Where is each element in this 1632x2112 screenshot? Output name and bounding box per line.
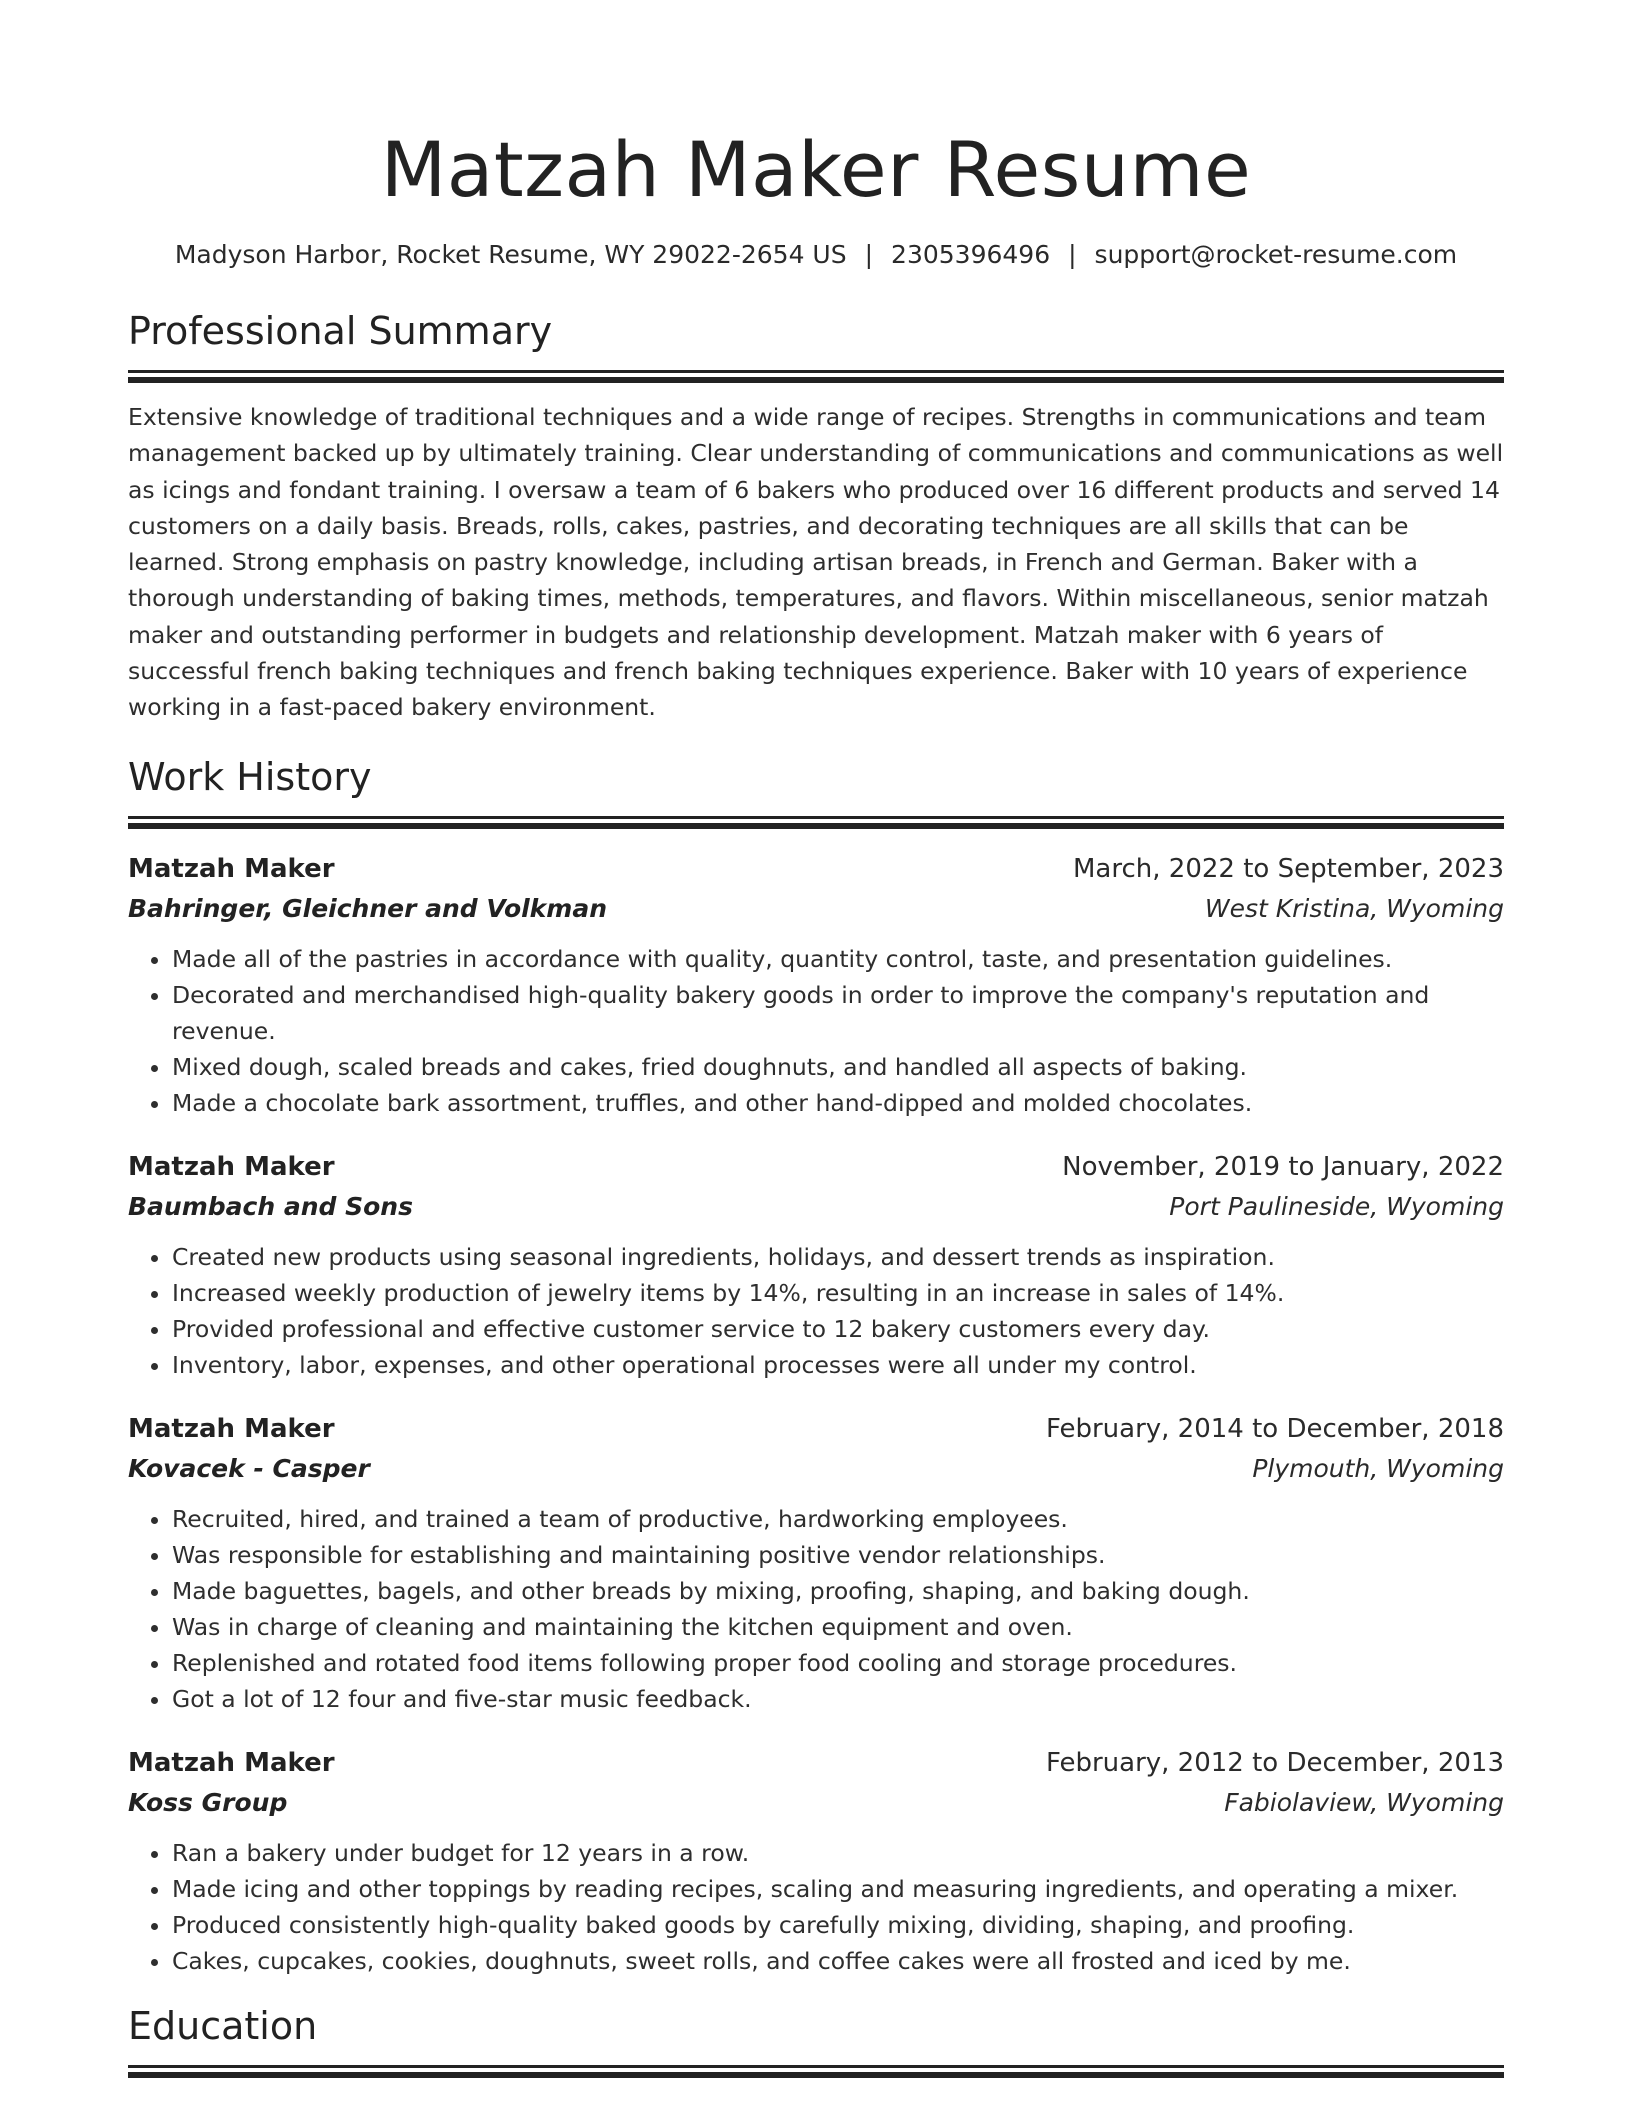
job-dates: February, 2014 to December, 2018 [1045,1413,1504,1444]
section-divider [128,823,1504,829]
job-employer: Bahringer, Gleichner and Volkman [128,893,608,923]
job-employer: Koss Group [128,1787,288,1817]
job-bullets [128,1501,1504,1717]
job-entry [128,849,1504,1121]
contact-separator: | [864,240,874,269]
section-divider [128,2072,1504,2078]
section-divider [128,370,1504,373]
section-divider [128,377,1504,383]
job-location: West Kristina, Wyoming [1204,893,1504,923]
contact-phone: 2305396496 [891,240,1051,269]
contact-address: Madyson Harbor, Rocket Resume, WY 29022-2654 US [174,240,847,269]
job-bullet: • Created new products using seasonal ingredients, holidays, and dessert trends as inspiration. [172,1239,1504,1275]
job-bullet: • Made a chocolate bark assortment, truffles, and other hand-dipped and molded chocolates. [172,1085,1504,1121]
job-location: Plymouth, Wyoming [1252,1453,1504,1483]
section-divider [128,816,1504,819]
contact-email: support@rocket-resume.com [1094,240,1458,269]
contact-separator: | [1068,240,1077,269]
job-bullet: • Made all of the pastries in accordance with quality, quantity control, taste, and presentation guidelines. [172,941,1504,977]
job-entry [128,1147,1504,1383]
job-title: Matzah Maker [128,1413,335,1444]
resume-title: Matzah Maker Resume [380,125,1252,214]
job-title: Matzah Maker [128,853,335,884]
section-title-summary: Professional Summary [128,309,553,353]
job-dates: November, 2019 to January, 2022 [1062,1151,1504,1182]
job-bullet: • Increased weekly production of jewelry items by 14%, resulting in an increase in sales of 14%. [172,1275,1504,1311]
job-title: Matzah Maker [128,1151,335,1182]
job-employer: Kovacek - Casper [128,1453,370,1483]
job-bullet: • Produced consistently high-quality baked goods by carefully mixing, dividing, shaping, and proofing. [172,1907,1504,1943]
job-bullet: • Inventory, labor, expenses, and other operational processes were all under my control. [172,1347,1504,1383]
job-bullet: • Was responsible for establishing and maintaining positive vendor relationships. [172,1537,1504,1573]
job-bullet: • Made icing and other toppings by reading recipes, scaling and measuring ingredients, and operating a mixer. [172,1871,1504,1907]
job-dates: February, 2012 to December, 2013 [1045,1747,1504,1778]
section-title-education: Education [128,2003,318,2048]
job-bullet: • Got a lot of 12 four and five-star music feedback. [172,1681,1504,1717]
job-bullet: • Was in charge of cleaning and maintaining the kitchen equipment and oven. [172,1609,1504,1645]
job-bullet: • Ran a bakery under budget for 12 years in a row. [172,1835,1504,1871]
summary-text: Extensive knowledge of traditional techniques and a wide range of recipes. Strengths in communications and team management backed up by ultimately training. Clear understanding of communications and communications as well as icings and fondant training. I oversaw a team of 6 bakers who produced over 16 different products and served 14 customers on a daily basis. Breads, rolls, cakes, pastries, and decorating techniques are all skills that can be learned. Strong emphasis on pastry knowledge, including artisan breads, in French and German. Baker with a thorough understanding of baking times, methods, temperatures, and flavors. Within miscellaneous, senior matzah maker and outstanding performer in budgets and relationship development. Matzah maker with 6 years of successful french baking techniques and french baking techniques experience. Baker with 10 years of experience working in a fast-paced bakery environment. [128,403,1504,722]
job-employer: Baumbach and Sons [128,1191,413,1221]
job-bullet: • Mixed dough, scaled breads and cakes, fried doughnuts, and handled all aspects of baking. [172,1049,1504,1085]
education-section [128,2001,1504,2078]
job-bullets [128,1239,1504,1383]
job-bullet: • Provided professional and effective customer service to 12 bakery customers every day. [172,1311,1504,1347]
job-title: Matzah Maker [128,1747,335,1778]
job-location: Fabiolaview, Wyoming [1224,1787,1504,1817]
job-location: Port Paulineside, Wyoming [1169,1191,1504,1221]
job-entry [128,1743,1504,1979]
job-bullets [128,1835,1504,1979]
job-bullets [128,941,1504,1121]
contact-line [128,238,1504,272]
section-divider [128,2065,1504,2068]
job-bullet: • Replenished and rotated food items following proper food cooling and storage procedures. [172,1645,1504,1681]
job-entry [128,1409,1504,1717]
job-bullet: • Made baguettes, bagels, and other breads by mixing, proofing, shaping, and baking dough. [172,1573,1504,1609]
section-title-work: Work History [128,754,372,799]
job-bullet: • Decorated and merchandised high-quality bakery goods in order to improve the company's reputation and revenue. [172,977,1504,1049]
professional-summary-section [128,306,1504,726]
job-dates: March, 2022 to September, 2023 [1073,853,1504,884]
job-bullet: • Recruited, hired, and trained a team of productive, hardworking employees. [172,1501,1504,1537]
work-history-section [128,752,1504,1979]
job-bullet: • Cakes, cupcakes, cookies, doughnuts, sweet rolls, and coffee cakes were all frosted and iced by me. [172,1943,1504,1979]
